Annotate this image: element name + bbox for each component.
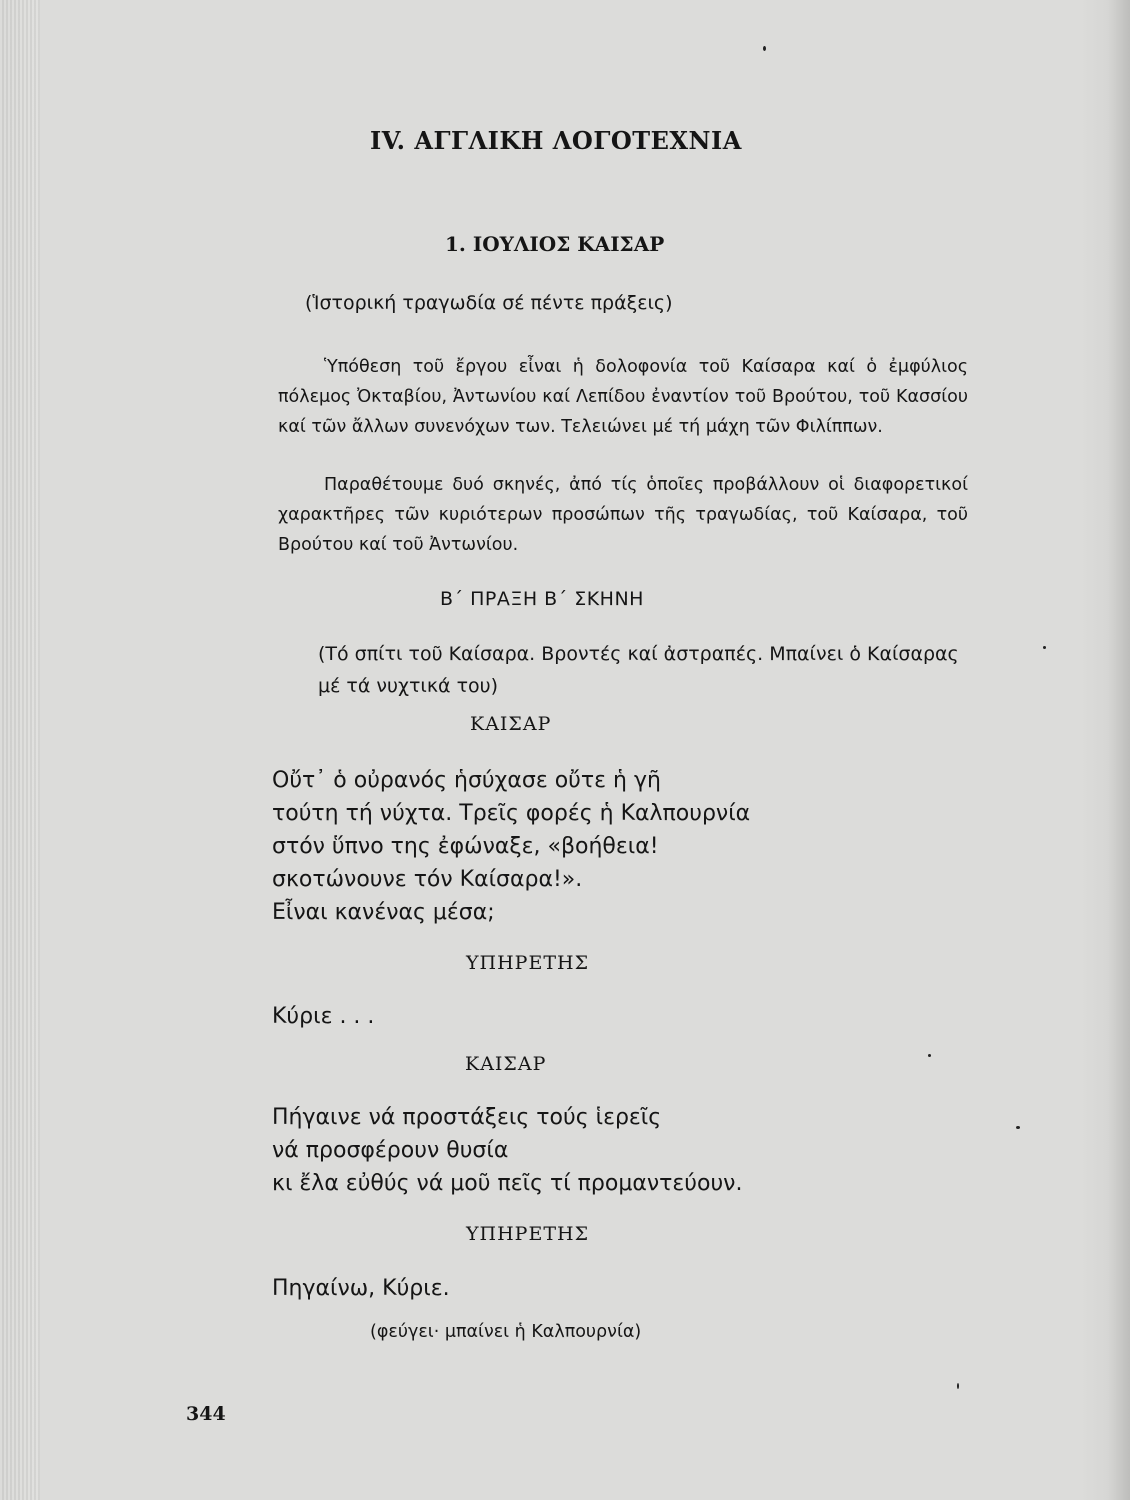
verse-line: στόν ὕπνο της ἐφώναξε, «βοήθεια! — [272, 834, 659, 859]
intro-paragraph-2 — [278, 470, 968, 560]
page-edge-right — [1108, 0, 1130, 1500]
section-title: IV. ΑΓΓΛΙΚΗ ΛΟΓΟΤΕΧΝΙΑ — [370, 126, 742, 155]
verse-caesar-2 — [272, 1101, 742, 1200]
intro-paragraph-1 — [278, 352, 968, 442]
verse-line: τούτη τή νύχτα. Τρεῖς φορές ἡ Καλπουρνία — [272, 801, 751, 826]
verse-line: κι ἔλα εὐθύς νά μοῦ πεῖς τί προμαντεύουν. — [272, 1171, 743, 1196]
play-title: 1. ΙΟΥΛΙΟΣ ΚΑΙΣΑΡ — [445, 232, 665, 256]
print-speck — [928, 1054, 931, 1057]
speaker-caesar-1: ΚΑΙΣΑΡ — [470, 713, 552, 735]
play-subtitle: (Ἱστορική τραγωδία σέ πέντε πράξεις) — [305, 292, 673, 314]
stage-direction: (Τό σπίτι τοῦ Καίσαρα. Βροντές καί ἀστραπές. Μπαίνει ὁ Καίσαρας μέ τά νυχτικά του) — [318, 643, 959, 697]
verse-servant-1 — [272, 1000, 374, 1033]
speaker-servant-1: ΥΠΗΡΕΤΗΣ — [466, 952, 590, 974]
page-edge-left — [0, 0, 40, 1500]
print-speck — [1043, 646, 1046, 649]
verse-line: Εἶναι κανένας μέσα; — [272, 900, 495, 925]
verse-line: Κύριε . . . — [272, 1004, 375, 1029]
print-speck — [763, 46, 766, 51]
verse-line: Πηγαίνω, Κύριε. — [272, 1276, 450, 1301]
intro-text-1: Ὑπόθεση τοῦ ἔργου εἶναι ἡ δολοφονία τοῦ Καίσαρα καί ὁ ἐμφύλιος πόλεμος Ὀκταβίου, Ἀντωνίου καί Λεπίδου ἐναντίον τοῦ Βρούτου, τοῦ Κασσίου καί τῶν ἄλλων συνενόχων των. Τελειώνει μέ τή μάχη τῶν Φιλίππων. — [278, 357, 968, 437]
page-number: 344 — [186, 1403, 226, 1425]
speaker-servant-2: ΥΠΗΡΕΤΗΣ — [466, 1223, 590, 1245]
print-speck — [1016, 1126, 1020, 1129]
intro-text-2: Παραθέτουμε δυό σκηνές, ἀπό τίς ὁποῖες προβάλλουν οἱ διαφορετικοί χαρακτῆρες τῶν κυριότερων προσώπων τῆς τραγωδίας, τοῦ Καίσαρα, τοῦ Βρούτου καί τοῦ Ἀντωνίου. — [278, 475, 968, 555]
act-scene-heading: Β΄ ΠΡΑΞΗ Β΄ ΣΚΗΝΗ — [440, 588, 644, 610]
verse-line: σκοτώνουνε τόν Καίσαρα!». — [272, 867, 583, 892]
verse-line: νά προσφέρουν θυσία — [272, 1138, 509, 1163]
verse-line: Πήγαινε νά προστάξεις τούς ἱερεῖς — [272, 1105, 662, 1130]
verse-line: Οὔτ᾽ ὁ οὐρανός ἡσύχασε οὔτε ἡ γῆ — [272, 768, 661, 793]
print-speck — [957, 1383, 959, 1389]
speaker-caesar-2: ΚΑΙΣΑΡ — [465, 1053, 547, 1075]
verse-caesar-1 — [272, 764, 750, 929]
verse-servant-2 — [272, 1272, 450, 1305]
closing-stage-direction: (φεύγει· μπαίνει ἡ Καλπουρνία) — [370, 1322, 642, 1342]
